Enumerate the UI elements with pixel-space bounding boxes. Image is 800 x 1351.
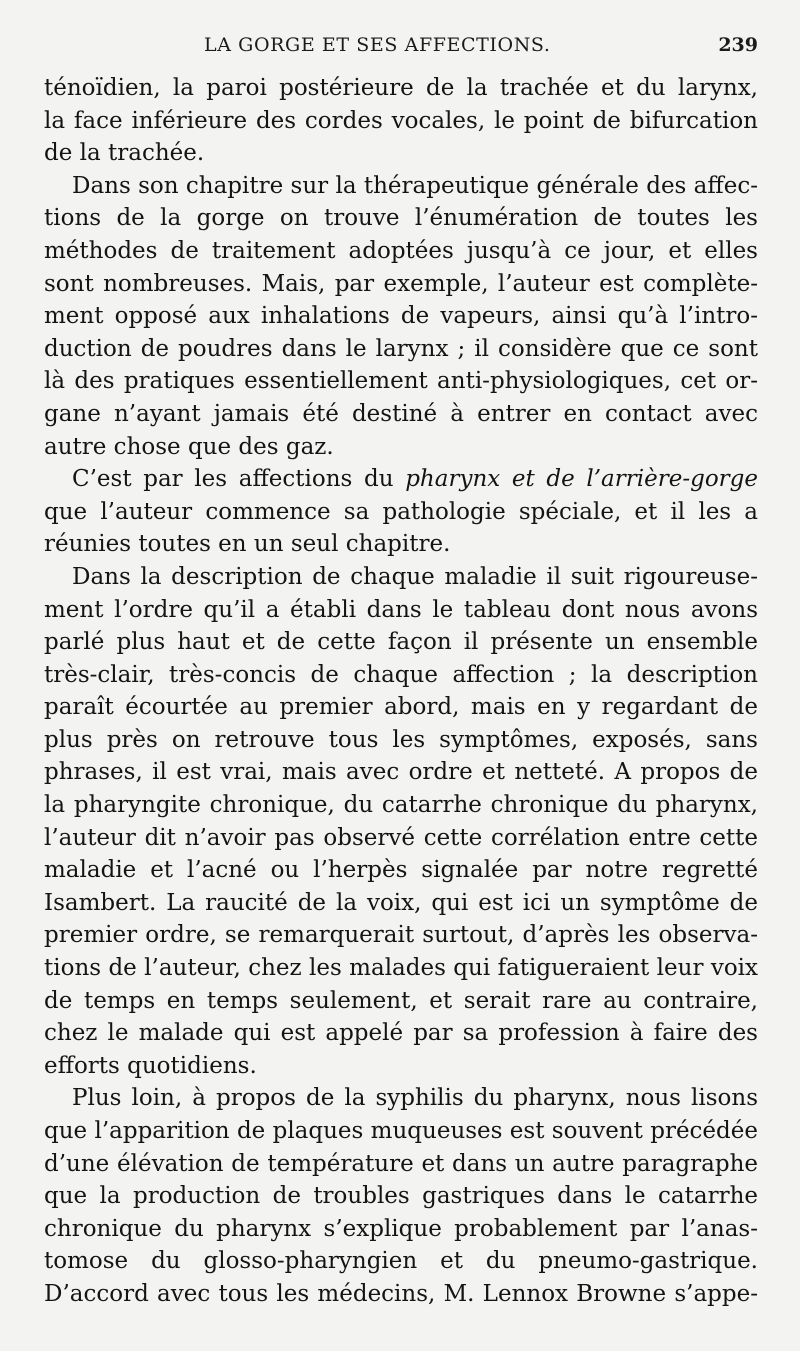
text-line: Isambert. La raucité de la voix, qui est ici un symptôme de: [44, 889, 758, 916]
text-line: chronique du pharynx s’explique probablement par l’anas-: [44, 1215, 758, 1242]
text-line: l’auteur dit n’avoir pas observé cette corrélation entre cette: [44, 824, 758, 851]
text-line: tomose du glosso-pharyngien et du pneumo-gastrique.: [44, 1248, 758, 1275]
text-line: [44, 463, 758, 496]
text-line: tions de l’auteur, chez les malades qui fatigueraient leur voix: [44, 955, 758, 982]
text-line: que l’apparition de plaques muqueuses est souvent précédée: [44, 1118, 758, 1144]
text-line: méthodes de traitement adoptées jusqu’à ce jour, et elles: [44, 237, 758, 264]
text-line: ment l’ordre qu’il a établi dans le tableau dont nous avons: [44, 596, 758, 623]
text-segment: C’est par les affections du: [72, 466, 406, 493]
text-line: gane n’ayant jamais été destiné à entrer en contact avec: [44, 400, 758, 427]
text-line: tions de la gorge on trouve l’énumération de toutes les: [44, 205, 758, 232]
text-line: ment opposé aux inhalations de vapeurs, ainsi qu’à l’intro-: [44, 303, 758, 330]
text-line: Dans son chapitre sur la thérapeutique générale des affec-: [72, 172, 758, 199]
text-line: premier ordre, se remarquerait surtout, d’après les observa-: [44, 922, 758, 949]
text-line: plus près on retrouve tous les symptômes, exposés, sans: [44, 726, 758, 753]
text-line: duction de poudres dans le larynx ; il considère que ce sont: [44, 335, 758, 362]
italic-text: pharynx et de l’arrière-gorge: [405, 466, 758, 493]
text-line: la pharyngite chronique, du catarrhe chronique du pharynx,: [44, 792, 758, 819]
text-line: maladie et l’acné ou l’herpès signalée par notre regretté: [44, 857, 758, 884]
text-line: parlé plus haut et de cette façon il présente un ensemble: [44, 629, 758, 656]
page-number: 239: [718, 34, 758, 56]
text-line: là des pratiques essentiellement anti-physiologiques, cet or-: [44, 368, 758, 395]
text-line: d’une élévation de température et dans un autre paragraphe: [44, 1150, 758, 1177]
body-text: [44, 72, 758, 1311]
text-line: paraît écourtée au premier abord, mais en y regardant de: [44, 694, 758, 721]
text-line: réunies toutes en un seul chapitre.: [44, 531, 451, 558]
text-line: autre chose que des gaz.: [44, 433, 334, 460]
text-line: que l’auteur commence sa pathologie spéciale, et il les a: [44, 498, 758, 525]
text-line: la face inférieure des cordes vocales, le point de bifurcation: [44, 107, 758, 134]
text-line: sont nombreuses. Mais, par exemple, l’auteur est complète-: [44, 270, 758, 297]
text-line: ténoïdien, la paroi postérieure de la trachée et du larynx,: [44, 75, 758, 101]
text-line: très-clair, très-concis de chaque affection ; la description: [44, 661, 758, 688]
text-line: que la production de troubles gastriques dans le catarrhe: [44, 1183, 758, 1210]
text-line: Plus loin, à propos de la syphilis du pharynx, nous lisons: [72, 1085, 758, 1112]
text-line: Dans la description de chaque maladie il suit rigoureuse-: [72, 563, 758, 590]
text-line: D’accord avec tous les médecins, M. Lennox Browne s’appe-: [44, 1280, 758, 1307]
text-line: efforts quotidiens.: [44, 1052, 257, 1079]
running-title: LA GORGE ET SES AFFECTIONS.: [204, 34, 551, 56]
text-line: de la trachée.: [44, 140, 205, 167]
text-line: chez le malade qui est appelé par sa profession à faire des: [44, 1020, 758, 1047]
text-line: phrases, il est vrai, mais avec ordre et netteté. A propos de: [44, 759, 758, 786]
text-line: de temps en temps seulement, et serait rare au contraire,: [44, 987, 758, 1014]
page-header: [44, 34, 758, 64]
